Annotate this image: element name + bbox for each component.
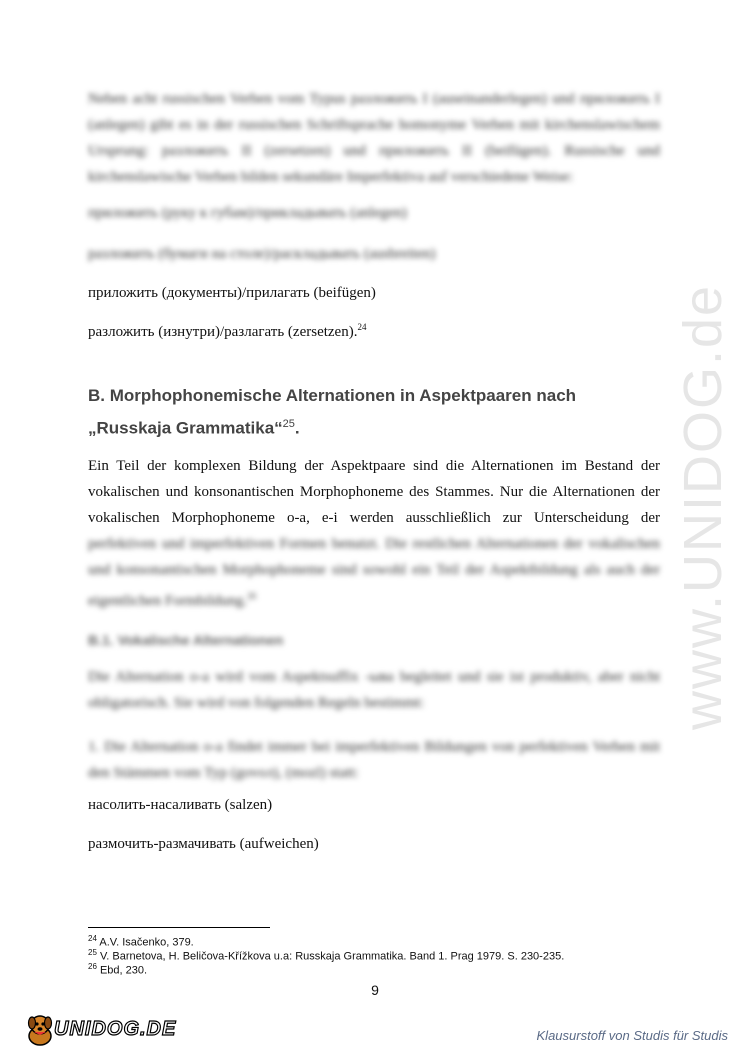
watermark: www.UNIDOG.de <box>673 283 733 730</box>
footnote <box>88 948 564 963</box>
text-line: vokalischen und konsonantischen Morphophoneme des Stammes. Nur die Alternationen der <box>88 484 660 500</box>
example-text: разложить (изнутри)/разлагать (zersetzen). <box>88 324 358 340</box>
text-line: (anlegen) gibt es in der russischen Schriftsprache homonyme Verben mit kirchenslawischem <box>88 117 660 133</box>
text-line: 1. Die Alternation o-a findet immer bei imperfektiven Bildungen von perfektiven Verben mit <box>88 739 660 755</box>
text-line: Ein Teil der komplexen Bildung der Aspektpaare sind die Alternationen im Bestand der <box>88 458 660 474</box>
logo-text: UNIDOG.DE <box>54 1018 177 1040</box>
footnote-text: Ebd, 230. <box>99 964 148 977</box>
example-line: размочить-размачивать (aufweichen) <box>88 836 319 852</box>
footnote-number: 24 <box>88 934 97 943</box>
text-line: perfektiven und imperfektiven Formen benutzt. Die restlichen Alternationen der vokalischen <box>88 536 660 552</box>
footnote <box>88 934 194 949</box>
unidog-logo <box>22 1012 182 1048</box>
example-line <box>88 322 366 341</box>
example-line: насолить-насаливать (salzen) <box>88 797 273 813</box>
text-line <box>88 583 660 614</box>
heading-period: . <box>294 418 300 438</box>
page-number: 9 <box>371 982 379 998</box>
dog-mascot-icon <box>22 1012 58 1048</box>
text-line: vokalischen Morphophoneme o-a, e-i werden ausschließlich zur Unterscheidung der <box>88 510 660 526</box>
text-line: kirchenslawische Verben bilden sekundäre Imperfektiva auf verschiedene Weise: <box>88 169 574 185</box>
blurred-subsection-paragraph <box>88 664 660 716</box>
blurred-example: приложить (руку к губам)/прикладывать (anlegen) <box>88 205 407 221</box>
text-fragment: eigentlichen Formbildung. <box>88 593 248 609</box>
blurred-paragraph-continuation <box>88 531 660 614</box>
blurred-intro-paragraph <box>88 86 660 190</box>
blurred-example: разложить (бумаги на столе)/раскладывать (ausbreiten) <box>88 246 436 262</box>
footnote-number: 25 <box>88 948 97 957</box>
main-paragraph <box>88 453 660 531</box>
example-line: приложить (документы)/прилагать (beifügen) <box>88 285 376 301</box>
text-line: Die Alternation o-a wird vom Aspektsuffix -ыва begleitet und sie ist produktiv, aber nicht <box>88 669 660 685</box>
footnote-ref: 26 <box>247 591 257 601</box>
blurred-rule-paragraph <box>88 734 660 786</box>
text-line: und konsonantischen Morphophoneme sind sowohl ein Teil der Aspektbildung als auch der <box>88 562 660 578</box>
footnote-ref: 25 <box>282 418 295 430</box>
footnote-text: A.V. Isačenko, 379. <box>99 936 194 949</box>
text-line: Neben acht russischen Verben vom Typus разложить I (auseinanderlegen) und приложить I <box>88 91 660 107</box>
text-line: den Stämmen vom Typ (govoл), (mozl) statt: <box>88 765 359 781</box>
footnote-text: V. Barnetova, H. Beličova-Křížkova u.a: Russkaja Grammatika. Band 1. Prag 1979. S. 230-235. <box>99 950 565 963</box>
footer-tagline: Klausurstoff von Studis für Studis <box>536 1028 728 1043</box>
heading-text: „Russkaja Grammatika“ <box>88 418 283 438</box>
footnote-ref: 24 <box>357 322 367 332</box>
footnote <box>88 962 147 977</box>
footnote-number: 26 <box>88 962 97 971</box>
text-line: obligatorisch. Sie wird von folgenden Regeln bestimmt: <box>88 695 425 711</box>
section-heading-continued <box>88 418 300 439</box>
footnote-divider <box>88 927 270 928</box>
blurred-subheading: B.1. Vokalische Alternationen <box>88 632 284 648</box>
text-line: Ursprung: разложить II (zersetzen) und приложить II (beifügen). Russische und <box>88 143 660 159</box>
section-heading: B. Morphophonemische Alternationen in Aspektpaaren nach <box>88 386 577 405</box>
